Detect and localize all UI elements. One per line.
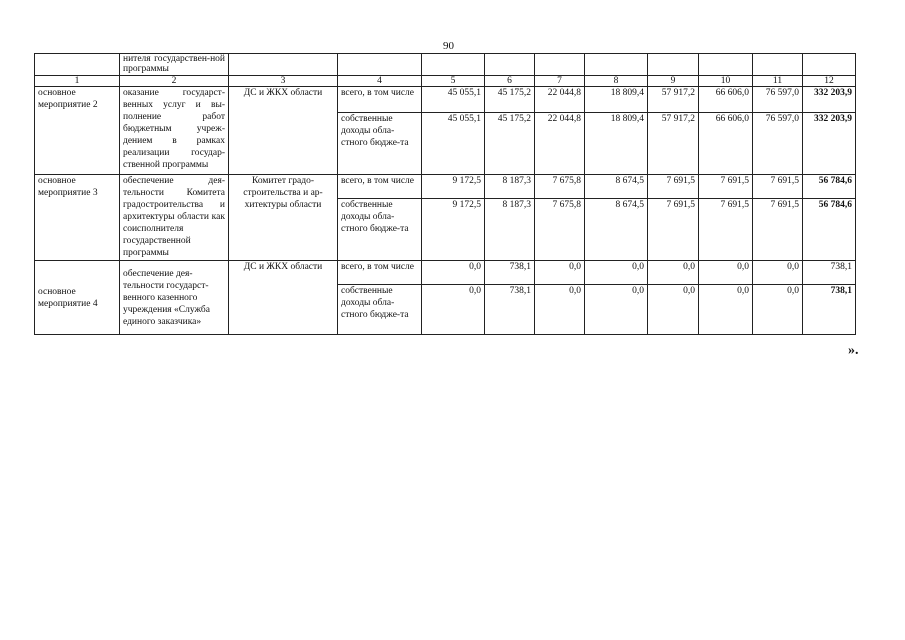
value-cell: 0,0: [699, 285, 753, 335]
event-description-cell: обеспечение дея-тельности государст-венного казенного учреждения «Служба единого заказчика»: [120, 261, 229, 335]
event-name-cell: основное мероприятие 3: [35, 175, 120, 261]
value-cell: 18 809,4: [585, 113, 648, 175]
column-number: 2: [120, 76, 229, 87]
value-cell: 7 691,5: [699, 175, 753, 199]
value-cell: 45 175,2: [485, 87, 535, 113]
value-cell: 0,0: [753, 261, 803, 285]
value-cell: 57 917,2: [648, 113, 699, 175]
column-number: 8: [585, 76, 648, 87]
value-cell: 0,0: [422, 285, 485, 335]
value-cell: 7 675,8: [535, 199, 585, 261]
value-cell: 76 597,0: [753, 113, 803, 175]
column-number: 6: [485, 76, 535, 87]
value-cell: 9 172,5: [422, 199, 485, 261]
column-number-row: [35, 76, 856, 87]
executor-cell: Комитет градо-строительства и ар-хитектуры области: [229, 175, 338, 261]
executor-cell: ДС и ЖКХ области: [229, 261, 338, 335]
continuation-cell-6: [485, 54, 535, 76]
source-cell: собственные доходы обла-стного бюдже-та: [338, 285, 422, 335]
event-description-cell: оказание государст-венных услуг и вы-полнение работ бюджетным учреж-дением в рамках реализации государ-ственной программы: [120, 87, 229, 175]
continuation-cell-5: [422, 54, 485, 76]
table-row: [35, 87, 856, 113]
continuation-cell-8: [585, 54, 648, 76]
event-description-cell: обеспечение дея-тельности Комитета градостроительства и архитектуры области как соисполнителя государственной программы: [120, 175, 229, 261]
value-cell: 9 172,5: [422, 175, 485, 199]
value-cell: 8 674,5: [585, 199, 648, 261]
column-number: 9: [648, 76, 699, 87]
source-cell: собственные доходы обла-стного бюдже-та: [338, 113, 422, 175]
value-cell: 7 691,5: [753, 175, 803, 199]
continuation-cell-10: [699, 54, 753, 76]
column-number: 12: [803, 76, 856, 87]
value-cell: 57 917,2: [648, 87, 699, 113]
value-cell: 66 606,0: [699, 87, 753, 113]
total-cell: 332 203,9: [803, 113, 856, 175]
continuation-row: [35, 54, 856, 76]
value-cell: 22 044,8: [535, 113, 585, 175]
continuation-cell-4: [338, 54, 422, 76]
value-cell: 18 809,4: [585, 87, 648, 113]
total-cell: 738,1: [803, 285, 856, 335]
total-cell: 332 203,9: [803, 87, 856, 113]
value-cell: 0,0: [585, 285, 648, 335]
continuation-text: нителя государствен-ной программы: [120, 54, 229, 76]
value-cell: 66 606,0: [699, 113, 753, 175]
column-number: 5: [422, 76, 485, 87]
value-cell: 76 597,0: [753, 87, 803, 113]
source-cell: всего, в том числе: [338, 87, 422, 113]
source-cell: всего, в том числе: [338, 261, 422, 285]
total-cell: 738,1: [803, 261, 856, 285]
value-cell: 0,0: [585, 261, 648, 285]
continuation-cell-1: [35, 54, 120, 76]
continuation-cell-3: [229, 54, 338, 76]
column-number: 1: [35, 76, 120, 87]
column-number: 3: [229, 76, 338, 87]
closing-quote-mark: ».: [848, 343, 859, 358]
event-name-cell: основное мероприятие 4: [35, 261, 120, 335]
value-cell: 45 175,2: [485, 113, 535, 175]
value-cell: 0,0: [648, 285, 699, 335]
value-cell: 0,0: [648, 261, 699, 285]
total-cell: 56 784,6: [803, 199, 856, 261]
event-name-cell: основное мероприятие 2: [35, 87, 120, 175]
value-cell: 8 187,3: [485, 175, 535, 199]
continuation-cell-12: [803, 54, 856, 76]
value-cell: 0,0: [699, 261, 753, 285]
table-row: [35, 175, 856, 199]
column-number: 11: [753, 76, 803, 87]
continuation-cell-9: [648, 54, 699, 76]
page-number: 90: [443, 40, 454, 52]
value-cell: 0,0: [422, 261, 485, 285]
table-row: [35, 261, 856, 285]
value-cell: 7 691,5: [699, 199, 753, 261]
column-number: 10: [699, 76, 753, 87]
value-cell: 45 055,1: [422, 113, 485, 175]
executor-cell: ДС и ЖКХ области: [229, 87, 338, 175]
column-number: 7: [535, 76, 585, 87]
value-cell: 7 675,8: [535, 175, 585, 199]
budget-table: [34, 53, 856, 335]
value-cell: 7 691,5: [648, 175, 699, 199]
source-cell: всего, в том числе: [338, 175, 422, 199]
value-cell: 0,0: [535, 285, 585, 335]
column-number: 4: [338, 76, 422, 87]
source-cell: собственные доходы обла-стного бюдже-та: [338, 199, 422, 261]
continuation-cell-7: [535, 54, 585, 76]
continuation-cell-11: [753, 54, 803, 76]
value-cell: 7 691,5: [648, 199, 699, 261]
value-cell: 738,1: [485, 261, 535, 285]
value-cell: 45 055,1: [422, 87, 485, 113]
value-cell: 22 044,8: [535, 87, 585, 113]
value-cell: 0,0: [535, 261, 585, 285]
value-cell: 8 674,5: [585, 175, 648, 199]
value-cell: 0,0: [753, 285, 803, 335]
value-cell: 8 187,3: [485, 199, 535, 261]
value-cell: 738,1: [485, 285, 535, 335]
value-cell: 7 691,5: [753, 199, 803, 261]
total-cell: 56 784,6: [803, 175, 856, 199]
